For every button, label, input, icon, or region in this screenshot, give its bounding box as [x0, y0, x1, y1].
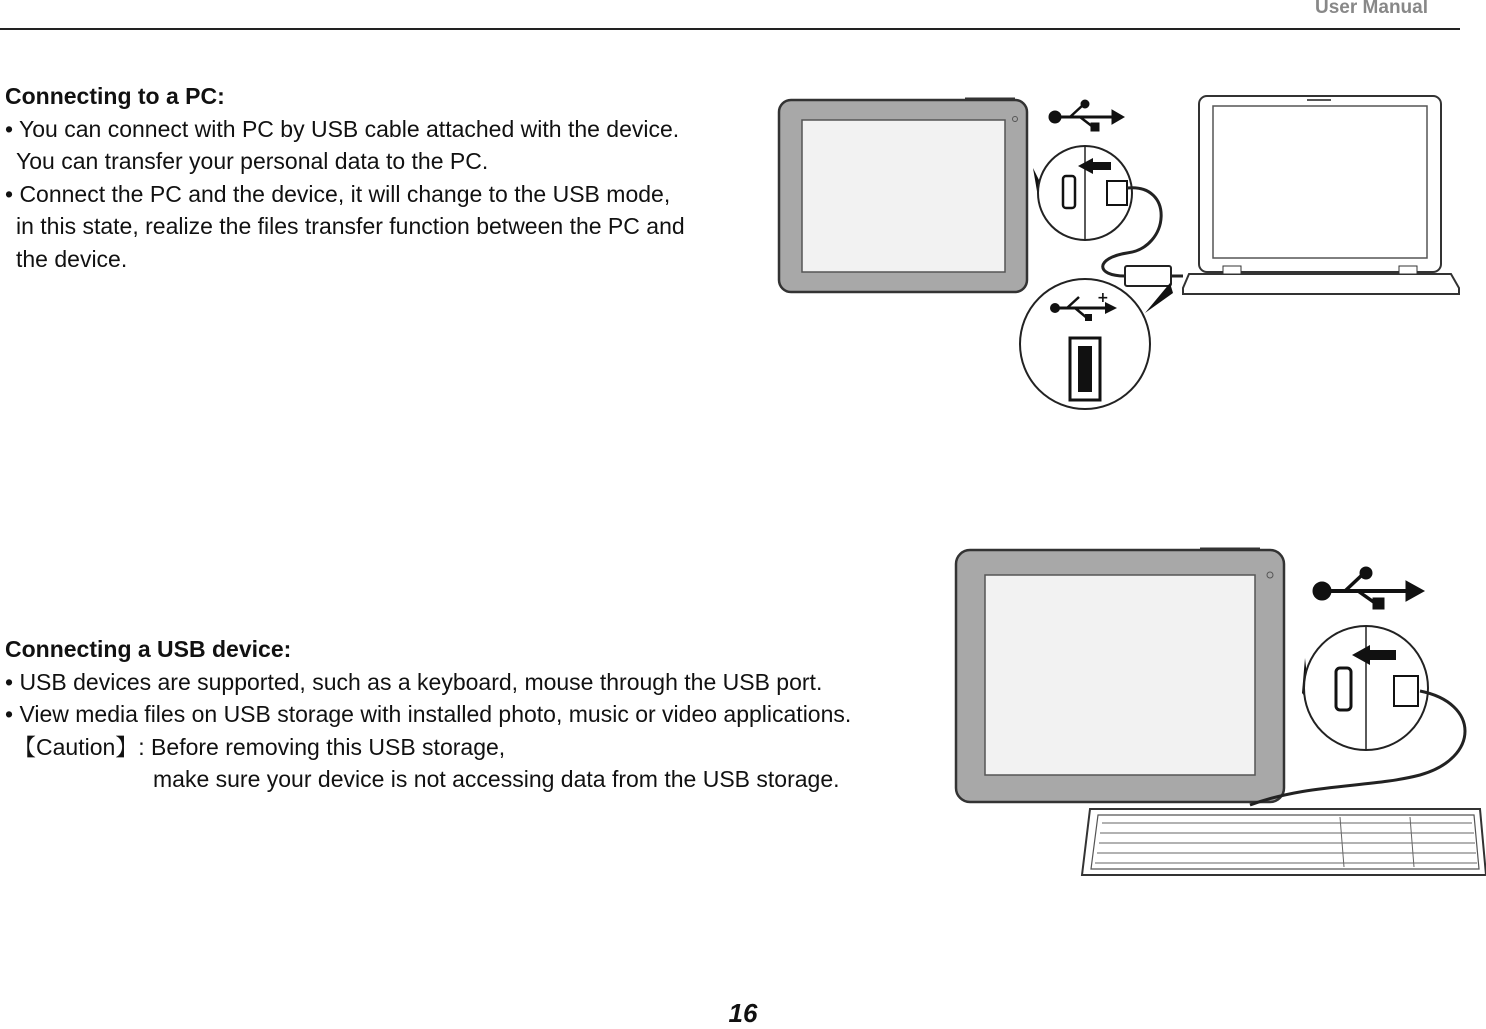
usb-icon — [1313, 567, 1424, 609]
usb-device-section — [5, 633, 851, 796]
micro-usb-port-icon — [1302, 626, 1428, 750]
caution-text: make sure your device is not accessing data from the USB storage. — [153, 766, 840, 792]
header-title: User Manual — [1315, 0, 1428, 18]
usb-device-illustration — [950, 543, 1486, 880]
section-heading: Connecting to a PC: — [5, 83, 225, 109]
svg-text:+: + — [1097, 290, 1109, 306]
bullet-text: You can transfer your personal data to the PC. — [16, 148, 489, 174]
bullet-text: • You can connect with PC by USB cable attached with the device. — [5, 115, 680, 142]
bullet-text: • Connect the PC and the device, it will change to the USB mode, — [5, 180, 671, 207]
bullet-text: • View media files on USB storage with installed photo, music or video applications. — [5, 701, 852, 727]
usb-port-icon — [1020, 279, 1173, 409]
micro-usb-port-icon — [1033, 146, 1132, 240]
page-number: 16 — [728, 998, 758, 1028]
pc-connection-section — [5, 80, 685, 275]
header-divider — [0, 28, 1460, 30]
pc-connection-illustration — [775, 88, 1465, 414]
section-heading: Connecting a USB device: — [5, 636, 292, 662]
bullet-text: in this state, realize the files transfer function between the PC and — [16, 213, 685, 239]
laptop-icon — [1183, 96, 1459, 294]
keyboard-icon — [1082, 809, 1486, 875]
tablet-icon — [956, 549, 1284, 802]
bullet-text: the device. — [16, 245, 128, 272]
caution-text: 【Caution】: Before removing this USB storage, — [13, 733, 506, 760]
bullet-text: • USB devices are supported, such as a keyboard, mouse through the USB port. — [5, 668, 823, 695]
tablet-icon — [779, 99, 1027, 292]
usb-icon — [1049, 100, 1124, 131]
